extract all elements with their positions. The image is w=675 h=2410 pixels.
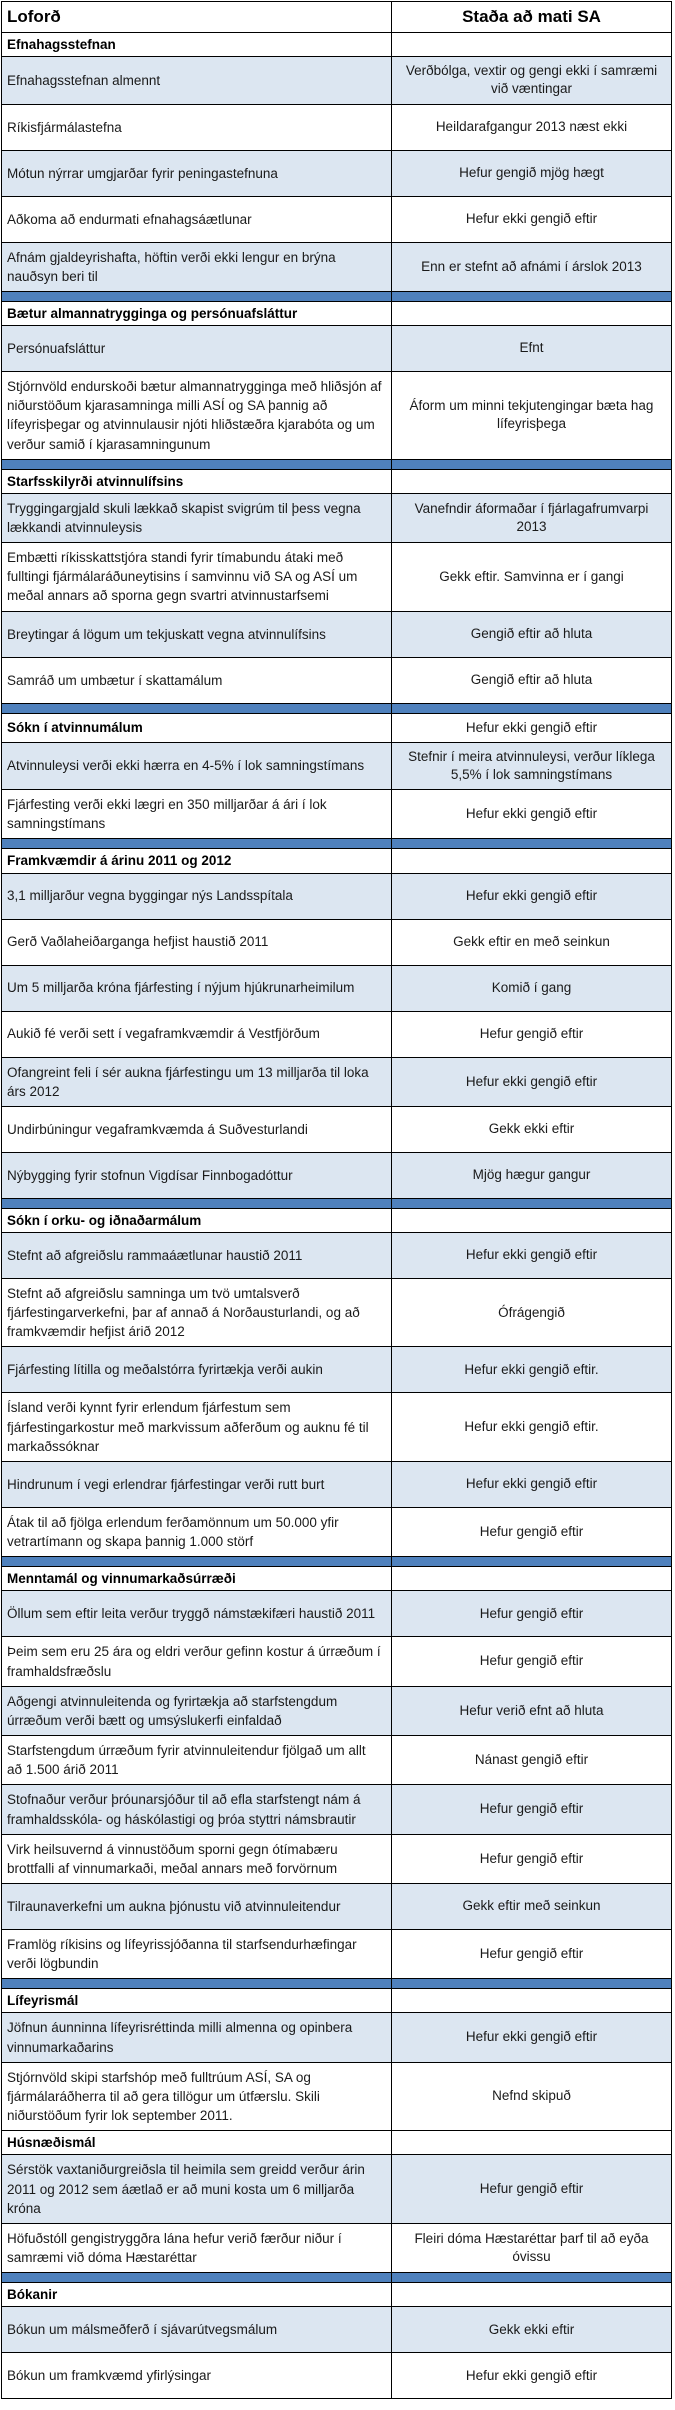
promise-cell: Bókun um framkvæmd yfirlýsingar [2, 2353, 392, 2398]
section-status-cell [392, 849, 671, 872]
table-row [2, 1637, 671, 1686]
table-row [2, 2307, 671, 2353]
table-body [2, 33, 671, 2398]
table-row [2, 1687, 671, 1736]
status-cell: Hefur gengið eftir [479, 1025, 584, 1041]
status-cell: Komið í gang [491, 979, 572, 995]
status-cell: Hefur ekki gengið eftir [465, 210, 598, 226]
status-cell: Gekk eftir með seinkun [462, 1898, 601, 1914]
promise-cell: Fjárfesting lítilla og meðalstórra fyrirtækja verði aukin [2, 1347, 392, 1392]
table-row [2, 1785, 671, 1834]
promise-cell: Fjárfesting verði ekki lægri en 350 milljarðar á ári í lok samningstímans [2, 790, 392, 838]
table-row [2, 2013, 671, 2062]
separator-band-left [2, 704, 392, 713]
promise-cell: Um 5 milljarða króna fjárfesting í nýjum hjúkrunarheimilum [2, 966, 392, 1011]
promise-cell: Undirbúningur vegaframkvæmda á Suðvesturlandi [2, 1107, 392, 1152]
section-title: Bókanir [2, 2283, 392, 2306]
table-row [2, 1462, 671, 1508]
section-separator-band [2, 704, 671, 714]
promise-cell: Samráð um umbætur í skattamálum [2, 658, 392, 703]
table-row [2, 1591, 671, 1637]
status-cell: Gekk eftir en með seinkun [453, 933, 610, 949]
section-status-cell [392, 1989, 671, 2012]
section-header-row [2, 714, 671, 743]
promise-cell: Hindrunum í vegi erlendrar fjárfestingar verði rutt burt [2, 1462, 392, 1507]
status-cell: Hefur ekki gengið eftir. [464, 1419, 599, 1435]
promise-cell: Átak til að fjölga erlendum ferðamönnum um 50.000 yfir vetrartímann og skapa þannig 1.000 störf [2, 1508, 392, 1556]
section-header-row [2, 1989, 671, 2013]
section-header-row [2, 1209, 671, 1233]
section-title: Menntamál og vinnumarkaðsúrræði [2, 1567, 392, 1590]
status-cell: Hefur ekki gengið eftir [465, 806, 598, 822]
section-separator-band [2, 292, 671, 302]
table-row [2, 2224, 671, 2273]
status-cell: Ófrágengið [498, 1304, 565, 1320]
table-row [2, 2353, 671, 2398]
promise-cell: Tilraunaverkefni um aukna þjónustu við atvinnuleitendur [2, 1884, 392, 1929]
status-cell: Efnt [519, 340, 544, 356]
promise-cell: Virk heilsuvernd á vinnustöðum sporni gegn ótímabæru brottfalli af vinnumarkaði, meðal annars með forvörnum [2, 1835, 392, 1883]
status-cell: Verðbólga, vextir og gengi ekki í samræmi við væntingar [405, 63, 658, 97]
table-row [2, 1153, 671, 1199]
separator-band-right [392, 704, 671, 713]
separator-band-left [2, 292, 392, 301]
status-cell: Gekk ekki eftir [488, 2321, 575, 2337]
promise-cell: Breytingar á lögum um tekjuskatt vegna atvinnulífsins [2, 612, 392, 657]
section-title: Framkvæmdir á árinu 2011 og 2012 [2, 849, 392, 872]
promise-cell: Ríkisfjármálastefna [2, 105, 392, 150]
promise-cell: Aðgengi atvinnuleitenda og fyrirtækja að starfstengdum úrræðum verði bætt og umsýslukerfi einfaldað [2, 1687, 392, 1735]
promise-cell: Ofangreint feli í sér aukna fjárfestingu um 13 milljarða til loka árs 2012 [2, 1058, 392, 1106]
promise-cell: Aukið fé verði sett í vegaframkvæmdir á Vestfjörðum [2, 1012, 392, 1057]
status-cell: Gengið eftir að hluta [470, 626, 593, 642]
section-header-row [2, 2283, 671, 2307]
promise-cell: Stefnt að afgreiðslu samninga um tvö umtalsverð fjárfestingarverkefni, þar af annað á Norðausturlandi, og að framkvæmdir hefjist árið 2012 [2, 1279, 392, 1346]
status-cell: Hefur ekki gengið eftir [465, 887, 598, 903]
table-row [2, 1347, 671, 1393]
separator-band-right [392, 460, 671, 469]
table-row [2, 1884, 671, 1930]
table-row [2, 658, 671, 704]
status-cell: Hefur gengið eftir [479, 1605, 584, 1621]
table-row [2, 197, 671, 243]
table-row [2, 2155, 671, 2223]
status-cell: Hefur gengið eftir [479, 1801, 584, 1817]
table-row [2, 874, 671, 920]
status-cell: Hefur gengið eftir [479, 1946, 584, 1962]
status-cell: Hefur ekki gengið eftir [465, 1247, 598, 1263]
section-separator-band [2, 2273, 671, 2283]
table-row [2, 1058, 671, 1107]
table-row [2, 1233, 671, 1279]
promise-cell: Mótun nýrrar umgjarðar fyrir peningastefnuna [2, 151, 392, 196]
status-cell: Mjög hægur gangur [472, 1167, 591, 1183]
promise-cell: Tryggingargjald skuli lækkað skapist svigrúm til þess vegna lækkandi atvinnuleysis [2, 494, 392, 542]
status-cell: Hefur ekki gengið eftir [465, 1476, 598, 1492]
table-row [2, 1508, 671, 1557]
section-separator-band [2, 1557, 671, 1567]
status-cell: Stefnir í meira atvinnuleysi, verður líklega 5,5% í lok samningstímans [408, 748, 655, 782]
table-row [2, 326, 671, 372]
separator-band-left [2, 839, 392, 848]
status-cell: Hefur ekki gengið eftir [465, 2367, 598, 2383]
status-cell: Gekk ekki eftir [488, 1121, 575, 1137]
status-cell: Hefur verið efnt að hluta [459, 1702, 604, 1718]
table-row [2, 1393, 671, 1461]
section-status-cell [392, 1567, 671, 1590]
table-row [2, 1012, 671, 1058]
promise-cell: Öllum sem eftir leita verður tryggð námstækifæri haustið 2011 [2, 1591, 392, 1636]
promise-cell: 3,1 milljarður vegna byggingar nýs Landsspítala [2, 874, 392, 919]
separator-band-right [392, 1557, 671, 1566]
status-cell: Nánast gengið eftir [474, 1752, 589, 1768]
promise-cell: Höfuðstóll gengistryggðra lána hefur verið færður niður í samræmi við dóma Hæstaréttar [2, 2224, 392, 2272]
status-cell: Hefur gengið eftir [479, 1523, 584, 1539]
table-row [2, 1930, 671, 1979]
promise-cell: Starfstengdum úrræðum fyrir atvinnuleitendur fjölgað um allt að 1.500 árið 2011 [2, 1736, 392, 1784]
table-row [2, 743, 671, 790]
promise-cell: Bókun um málsmeðferð í sjávarútvegsmálum [2, 2307, 392, 2352]
section-status-cell [392, 2131, 671, 2154]
section-title: Húsnæðismál [2, 2131, 392, 2154]
table-row [2, 57, 671, 104]
promise-cell: Framlög ríkisins og lífeyrissjóðanna til starfsendurhæfingar verði lögbundin [2, 1930, 392, 1978]
status-cell: Heildarafgangur 2013 næst ekki [435, 118, 628, 134]
status-cell: Gengið eftir að hluta [470, 672, 593, 688]
status-cell: Fleiri dóma Hæstaréttar þarf til að eyða óvissu [414, 2230, 649, 2264]
section-status-cell [392, 302, 671, 325]
status-cell: Hefur gengið eftir [479, 1850, 584, 1866]
status-cell: Enn er stefnt að afnámi í árslok 2013 [421, 258, 642, 274]
separator-band-left [2, 2273, 392, 2282]
section-separator-band [2, 460, 671, 470]
status-cell: Hefur ekki gengið eftir [465, 2029, 598, 2045]
table-row [2, 105, 671, 151]
section-title: Sókn í orku- og iðnaðarmálum [2, 1209, 392, 1232]
status-cell: Áform um minni tekjutengingar bæta hag lífeyrisþega [409, 398, 654, 432]
promise-cell: Persónuafsláttur [2, 326, 392, 371]
table-row [2, 151, 671, 197]
section-title: Efnahagsstefnan [2, 33, 392, 56]
table-row [2, 1279, 671, 1347]
separator-band-left [2, 460, 392, 469]
status-cell: Hefur ekki gengið eftir. [464, 1361, 599, 1377]
table-row [2, 1736, 671, 1785]
promise-cell: Efnahagsstefnan almennt [2, 57, 392, 103]
section-title: Sókn í atvinnumálum [2, 714, 392, 742]
table-row [2, 372, 671, 460]
section-separator-band [2, 839, 671, 849]
promise-cell: Nýbygging fyrir stofnun Vigdísar Finnbogadóttur [2, 1153, 392, 1198]
section-separator-band [2, 1979, 671, 1989]
column-header-status: Staða að mati SA [462, 6, 601, 26]
section-title: Lífeyrismál [2, 1989, 392, 2012]
promise-cell: Jöfnun áunninna lífeyrisréttinda milli almenna og opinbera vinnumarkaðarins [2, 2013, 392, 2061]
promise-cell: Stofnaður verður þróunarsjóður til að efla starfstengt nám á framhaldsskóla- og háskólastigi og þróa styttri námsbrautir [2, 1785, 392, 1833]
table-row [2, 494, 671, 543]
section-status-cell [392, 470, 671, 493]
separator-band-left [2, 1199, 392, 1208]
promise-cell: Stefnt að afgreiðslu rammaáætlunar haustið 2011 [2, 1233, 392, 1278]
table-row [2, 612, 671, 658]
promise-cell: Stjórnvöld skipi starfshóp með fulltrúum ASÍ, SA og fjármálaráðherra til að gera tillögur um útfærslu. Skili niðurstöðum fyrir lok september 2011. [2, 2063, 392, 2130]
section-header-row [2, 470, 671, 494]
status-cell: Hefur gengið eftir [479, 1653, 584, 1669]
table-row [2, 920, 671, 966]
section-header-row [2, 302, 671, 326]
table-row [2, 243, 671, 292]
status-cell: Hefur gengið mjög hægt [459, 164, 604, 180]
promise-cell: Ísland verði kynnt fyrir erlendum fjárfestum sem fjárfestingarkostur með markvissum aðferðum og auknu fé til markaðssóknar [2, 1393, 392, 1460]
section-title: Bætur almannatrygginga og persónuafsláttur [2, 302, 392, 325]
status-cell: Hefur gengið eftir [479, 2181, 584, 2196]
table-row [2, 543, 671, 611]
separator-band-left [2, 1557, 392, 1566]
section-status-cell [392, 1209, 671, 1232]
section-header-row [2, 1567, 671, 1591]
table-row [2, 966, 671, 1012]
status-cell: Vanefndir áformaðar í fjárlagafrumvarpi 2013 [414, 500, 649, 534]
separator-band-right [392, 839, 671, 848]
table-header-row [2, 2, 671, 33]
section-header-row [2, 2131, 671, 2155]
promise-cell: Aðkoma að endurmati efnahagsáætlunar [2, 197, 392, 242]
section-header-row [2, 33, 671, 57]
separator-band-right [392, 1199, 671, 1208]
promise-cell: Atvinnuleysi verði ekki hærra en 4-5% í lok samningstímans [2, 743, 392, 789]
table-row [2, 1107, 671, 1153]
section-status-cell: Hefur ekki gengið eftir [465, 719, 598, 735]
status-cell: Nefnd skipuð [492, 2088, 571, 2104]
promise-cell: Afnám gjaldeyrishafta, höftin verði ekki lengur en brýna nauðsyn beri til [2, 243, 392, 291]
section-separator-band [2, 1199, 671, 1209]
table-row [2, 2063, 671, 2131]
section-status-cell [392, 2283, 671, 2306]
status-cell: Gekk eftir. Samvinna er í gangi [439, 568, 624, 584]
section-header-row [2, 849, 671, 873]
promise-cell: Gerð Vaðlaheiðarganga hefjist haustið 2011 [2, 920, 392, 965]
promise-cell: Þeim sem eru 25 ára og eldri verður gefinn kostur á úrræðum í framhaldsfræðslu [2, 1637, 392, 1685]
separator-band-left [2, 1979, 392, 1988]
column-header-promise: Loforð [2, 2, 392, 32]
separator-band-right [392, 1979, 671, 1988]
promise-cell: Stjórnvöld endurskoði bætur almannatrygginga með hliðsjón af niðurstöðum kjarasamninga milli ASÍ og SA þannig að lífeyrisþegar og atvinnulausir njóti hliðstæðra kjarabóta og um verður samið í kjarasamningunum [2, 372, 392, 459]
promise-cell: Sérstök vaxtaniðurgreiðsla til heimila sem greidd verður árin 2011 og 2012 sem áætlað er að muni kosta um 6 milljarða króna [2, 2155, 392, 2222]
separator-band-right [392, 2273, 671, 2282]
section-title: Starfsskilyrði atvinnulífsins [2, 470, 392, 493]
table-row [2, 790, 671, 839]
promises-status-table [1, 1, 672, 2399]
section-status-cell [392, 33, 671, 56]
table-row [2, 1835, 671, 1884]
status-cell: Hefur ekki gengið eftir [465, 1073, 598, 1089]
promise-cell: Embætti ríkisskattstjóra standi fyrir tímabundu átaki með fulltingi fjármálaráðuneytisins í samvinnu við SA og ASÍ um meðal annars að sporna gegn svartri atvinnustarfsemi [2, 543, 392, 610]
separator-band-right [392, 292, 671, 301]
